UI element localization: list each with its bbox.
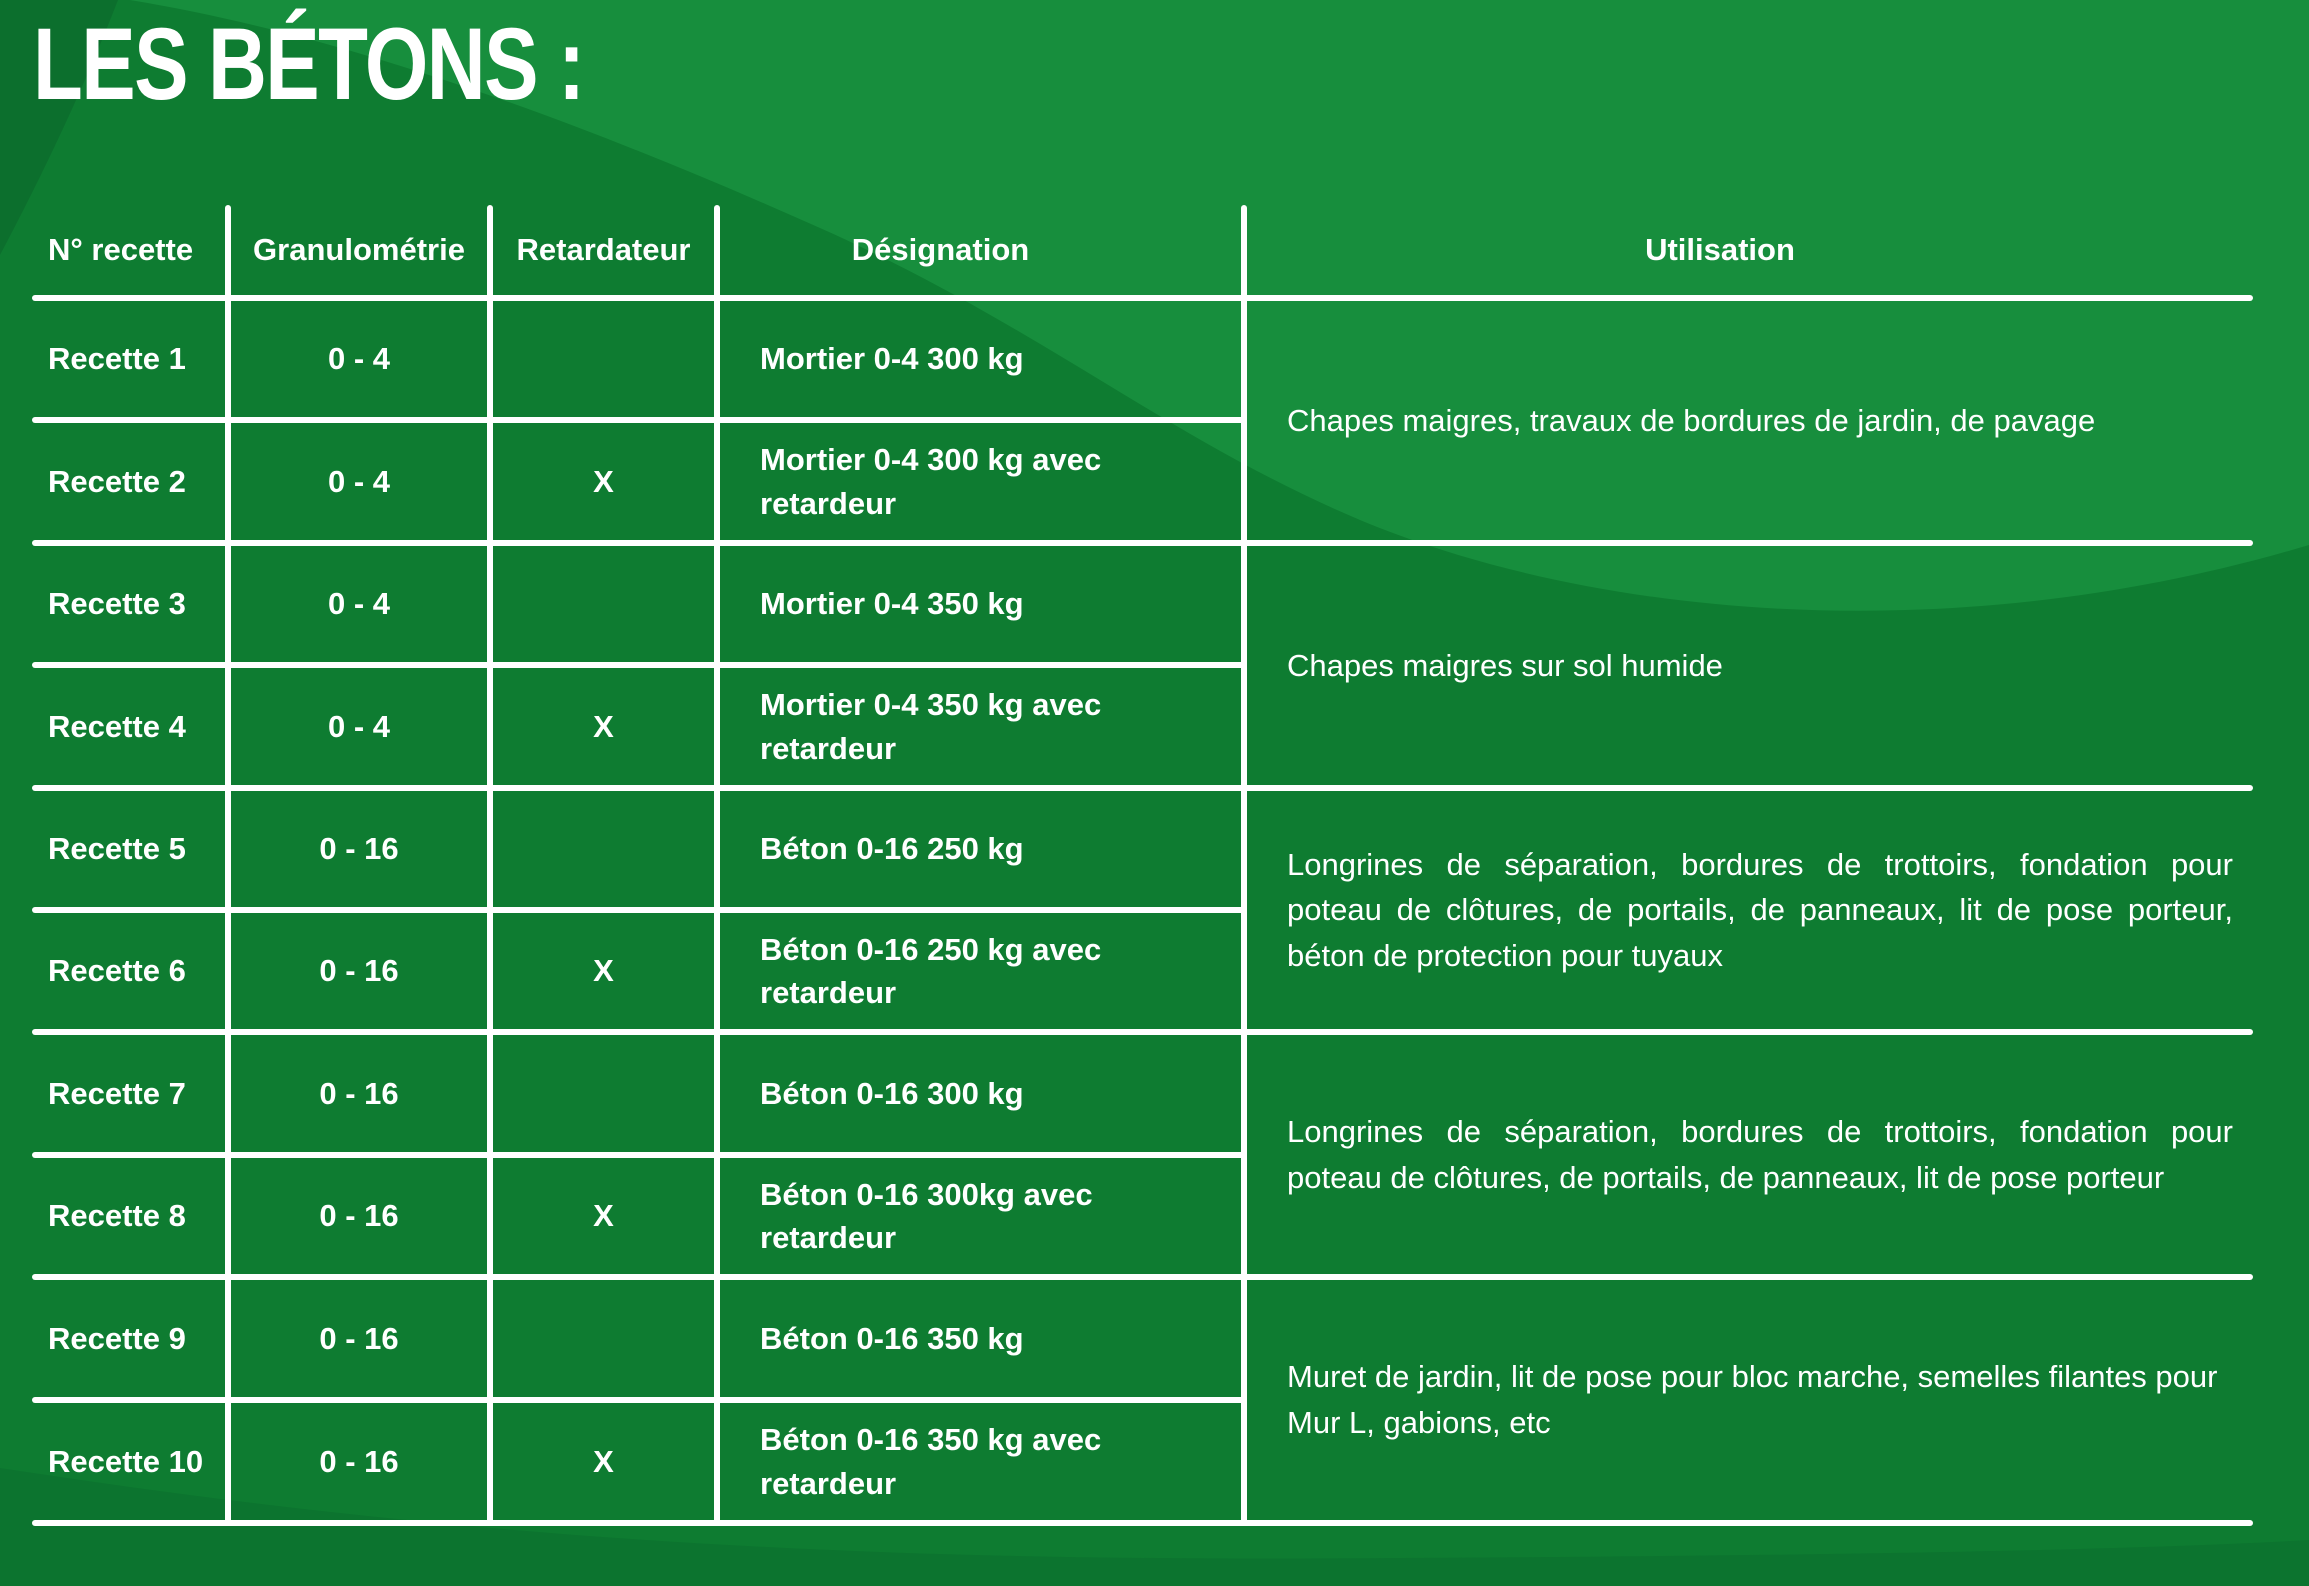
cell-recette-8: Recette 8 bbox=[48, 1198, 186, 1234]
cell-retardateur-3 bbox=[493, 546, 714, 662]
cell-retardateur-8: X bbox=[593, 1198, 614, 1234]
column-header-designation: Désignation bbox=[851, 232, 1030, 268]
cell-retardateur-1 bbox=[493, 301, 714, 417]
cell-recette-10: Recette 10 bbox=[48, 1443, 204, 1479]
cell-utilisation-group-1 bbox=[1247, 301, 2253, 540]
cell-recette-9: Recette 9 bbox=[48, 1320, 186, 1356]
cell-utilisation-group-4 bbox=[1247, 1035, 2253, 1274]
cell-designation-5: Béton 0-16 250 kg bbox=[760, 831, 1024, 867]
cell-granulometrie-6: 0 - 16 bbox=[319, 953, 399, 989]
cell-designation-10: Béton 0-16 350 kg avec retardeur bbox=[760, 1422, 1102, 1501]
cell-recette-5: Recette 5 bbox=[48, 831, 186, 867]
cell-recette-4: Recette 4 bbox=[48, 708, 186, 744]
cell-recette-7: Recette 7 bbox=[48, 1075, 186, 1111]
cell-recette-2: Recette 2 bbox=[48, 463, 186, 499]
cell-retardateur-5 bbox=[493, 791, 714, 907]
cell-retardateur-2: X bbox=[593, 463, 614, 499]
cell-granulometrie-4: 0 - 4 bbox=[327, 708, 391, 744]
cell-retardateur-7 bbox=[493, 1035, 714, 1152]
cell-recette-6: Recette 6 bbox=[48, 953, 186, 989]
cell-granulometrie-9: 0 - 16 bbox=[319, 1320, 399, 1356]
page-title: LES BÉTONS : bbox=[33, 7, 584, 121]
cell-designation-4: Mortier 0-4 350 kg avec retardeur bbox=[760, 687, 1102, 766]
cell-designation-9: Béton 0-16 350 kg bbox=[760, 1320, 1024, 1356]
utilisation-text: Chapes maigres, travaux de bordures de jardin, de pavage bbox=[1287, 402, 2096, 438]
cell-granulometrie-7: 0 - 16 bbox=[319, 1075, 399, 1111]
cell-designation-8: Béton 0-16 300kg avec retardeur bbox=[760, 1176, 1093, 1255]
utilisation-text: Longrines de séparation, bordures de trottoirs, fondation pour poteau de clôtures, de portails, de panneaux, lit de pose porteur bbox=[1287, 1113, 2233, 1195]
utilisation-text: Longrines de séparation, bordures de trottoirs, fondation pour poteau de clôtures, de portails, de panneaux, lit de pose porteur, béton de protection pour tuyaux bbox=[1287, 846, 2233, 973]
cell-designation-2: Mortier 0-4 300 kg avec retardeur bbox=[760, 442, 1102, 521]
cell-retardateur-10: X bbox=[593, 1443, 614, 1479]
cell-granulometrie-8: 0 - 16 bbox=[319, 1198, 399, 1234]
column-header-granulometrie: Granulométrie bbox=[253, 232, 465, 268]
cell-utilisation-group-2 bbox=[1247, 546, 2253, 785]
cell-recette-3: Recette 3 bbox=[48, 586, 186, 622]
cell-granulometrie-2: 0 - 4 bbox=[327, 463, 391, 499]
cell-granulometrie-3: 0 - 4 bbox=[327, 586, 391, 622]
cell-utilisation-group-5 bbox=[1247, 1280, 2253, 1520]
cell-granulometrie-5: 0 - 16 bbox=[319, 831, 399, 867]
column-header-recette: N° recette bbox=[48, 232, 194, 268]
column-header-utilisation: Utilisation bbox=[1645, 232, 1795, 268]
cell-recette-1: Recette 1 bbox=[48, 341, 186, 377]
cell-utilisation-group-3 bbox=[1247, 791, 2253, 1029]
cell-retardateur-9 bbox=[493, 1280, 714, 1397]
cell-designation-1: Mortier 0-4 300 kg bbox=[760, 341, 1024, 377]
cell-granulometrie-1: 0 - 4 bbox=[327, 341, 391, 377]
table-grid-hline bbox=[32, 1520, 2253, 1526]
cell-retardateur-4: X bbox=[593, 708, 614, 744]
utilisation-text: Muret de jardin, lit de pose pour bloc marche, semelles filantes pour Mur L, gabions, etc bbox=[1287, 1359, 2218, 1440]
column-header-retardateur: Retardateur bbox=[516, 232, 691, 268]
cell-designation-3: Mortier 0-4 350 kg bbox=[760, 586, 1024, 622]
cell-granulometrie-10: 0 - 16 bbox=[319, 1443, 399, 1479]
cell-designation-6: Béton 0-16 250 kg avec retardeur bbox=[760, 931, 1102, 1010]
cell-designation-7: Béton 0-16 300 kg bbox=[760, 1075, 1024, 1111]
utilisation-text: Chapes maigres sur sol humide bbox=[1287, 647, 1723, 683]
cell-retardateur-6: X bbox=[593, 953, 614, 989]
